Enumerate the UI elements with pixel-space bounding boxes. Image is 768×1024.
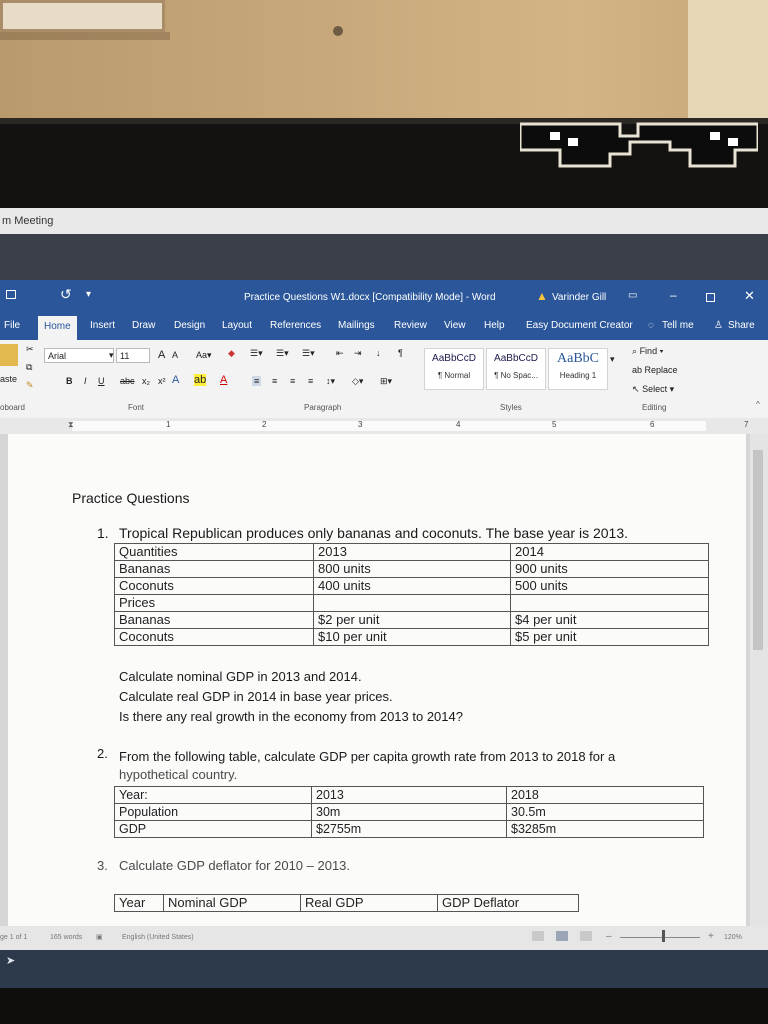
tab-draw[interactable]: Draw xyxy=(132,320,156,331)
table-row xyxy=(115,612,709,629)
tab-view[interactable]: View xyxy=(444,320,466,331)
text-effects-icon[interactable]: A xyxy=(172,374,180,386)
replace-icon: ab xyxy=(632,365,643,375)
format-painter-icon[interactable]: ✎ xyxy=(26,380,34,390)
table-cell: $2 per unit xyxy=(314,612,511,629)
q2-number: 2. xyxy=(97,746,108,761)
table-cell: 400 units xyxy=(314,578,511,595)
font-group-label: Font xyxy=(128,403,145,412)
shrink-font-icon[interactable]: A xyxy=(172,350,179,360)
table-cell: 900 units xyxy=(511,561,709,578)
select-button[interactable]: ↖ Select ▾ xyxy=(632,384,675,394)
decrease-indent-icon[interactable]: ⇤ xyxy=(336,348,344,358)
zoom-out-icon[interactable]: – xyxy=(606,931,612,942)
table-cell: GDP xyxy=(115,821,312,838)
table-cell xyxy=(511,595,709,612)
copy-icon[interactable]: ⧉ xyxy=(26,362,33,372)
q2-text-line1: From the following table, calculate GDP per capita growth rate from 2013 to 2018 for a xyxy=(119,749,616,764)
table-cell: Coconuts xyxy=(115,629,314,646)
page-count[interactable]: ge 1 of 1 xyxy=(0,934,28,941)
table-cell: 2013 xyxy=(312,787,507,804)
document-title: Practice Questions W1.docx [Compatibility Mode] - Word xyxy=(244,292,496,303)
select-label: Select xyxy=(642,384,668,394)
table-cell: $4 per unit xyxy=(511,612,709,629)
zoom-level[interactable]: 120% xyxy=(724,934,742,941)
clipboard-group-label: oboard xyxy=(0,403,25,412)
table-cell: $5 per unit xyxy=(511,629,709,646)
cut-icon[interactable]: ✂ xyxy=(26,344,34,354)
tab-help[interactable]: Help xyxy=(484,320,505,331)
proofing-icon[interactable]: ▣ xyxy=(96,934,103,941)
line-spacing-icon[interactable]: ↕▾ xyxy=(326,376,336,386)
read-mode-icon[interactable] xyxy=(532,931,544,941)
q3-table xyxy=(114,894,579,912)
style-heading-1-preview: AaBbC xyxy=(557,351,599,366)
close-icon[interactable]: ✕ xyxy=(744,288,755,303)
subscript-icon[interactable]: x₂ xyxy=(142,376,150,386)
bold-icon[interactable]: B xyxy=(66,376,73,386)
minimize-icon[interactable]: – xyxy=(670,288,677,302)
collapse-ribbon-icon[interactable]: ^ xyxy=(756,400,760,409)
table-cell: Bananas xyxy=(115,612,314,629)
print-layout-icon[interactable] xyxy=(556,931,568,941)
table-cell: Year xyxy=(115,895,164,912)
find-label: Find xyxy=(639,346,658,356)
q3-number: 3. xyxy=(97,858,108,873)
italic-icon[interactable]: I xyxy=(84,376,87,386)
table-row xyxy=(115,561,709,578)
select-icon: ↖ xyxy=(632,384,640,394)
table-cell: Year: xyxy=(115,787,312,804)
numbering-icon[interactable]: ☰▾ xyxy=(276,348,289,358)
style-no-spacing-preview: AaBbCcD xyxy=(494,353,538,364)
style-no-spacing-label: ¶ No Spac... xyxy=(494,371,538,380)
user-name[interactable]: Varinder Gill xyxy=(552,292,607,303)
web-layout-icon[interactable] xyxy=(580,931,592,941)
style-no-spacing[interactable] xyxy=(486,348,546,390)
table-cell: $10 per unit xyxy=(314,629,511,646)
zoom-in-icon[interactable]: + xyxy=(708,931,714,942)
ruler-mark: 6 xyxy=(650,420,655,429)
frame-shadow xyxy=(0,32,170,40)
ruler-mark: 4 xyxy=(456,420,461,429)
font-color-icon[interactable]: A xyxy=(220,374,228,386)
window-gap xyxy=(0,234,768,280)
find-icon: ⌕ xyxy=(632,346,638,356)
q2-text-line2: hypothetical country. xyxy=(119,767,238,782)
q1-table xyxy=(114,543,709,646)
q1-task: Calculate nominal GDP in 2013 and 2014. xyxy=(119,669,362,684)
tab-layout[interactable]: Layout xyxy=(222,320,253,331)
undo-icon[interactable]: ↺ xyxy=(60,286,72,302)
language-status[interactable]: English (United States) xyxy=(122,934,194,941)
superscript-icon[interactable]: x² xyxy=(158,376,166,386)
table-cell: Bananas xyxy=(115,561,314,578)
table-row xyxy=(115,595,709,612)
style-heading-1[interactable] xyxy=(548,348,608,390)
paragraph-group-label: Paragraph xyxy=(304,403,342,412)
word-title-bar xyxy=(0,280,768,314)
share-button[interactable]: Share xyxy=(728,320,755,331)
lightbulb-icon: ◌ xyxy=(648,320,654,331)
q1-task: Is there any real growth in the economy from 2013 to 2014? xyxy=(119,709,463,724)
styles-more-icon[interactable]: ▾ xyxy=(610,354,615,364)
taskbar xyxy=(0,950,768,990)
tab-file[interactable]: File xyxy=(4,320,21,331)
quick-access-dropdown-icon[interactable]: ▾ xyxy=(86,289,92,300)
strikethrough-icon[interactable]: abc xyxy=(120,376,135,386)
multilevel-list-icon[interactable]: ☰▾ xyxy=(302,348,315,358)
change-case-icon[interactable]: Aa▾ xyxy=(196,350,212,360)
q1-task: Calculate real GDP in 2014 in base year prices. xyxy=(119,689,393,704)
table-cell: Real GDP xyxy=(301,895,438,912)
table-cell: Population xyxy=(115,804,312,821)
table-cell: GDP Deflator xyxy=(438,895,579,912)
table-row xyxy=(115,804,704,821)
ribbon-display-icon[interactable]: ▭ xyxy=(628,290,638,301)
clear-formatting-icon[interactable]: ◆ xyxy=(228,348,235,358)
table-cell: Nominal GDP xyxy=(164,895,301,912)
q3-text: Calculate GDP deflator for 2010 – 2013. xyxy=(119,858,351,873)
style-normal-label: ¶ Normal xyxy=(437,371,471,380)
table-cell: Prices xyxy=(115,595,314,612)
ruler-mark: 7 xyxy=(744,420,749,429)
table-cell: Quantities xyxy=(115,544,314,561)
table-cell: 2013 xyxy=(314,544,511,561)
align-center-icon[interactable]: ≡ xyxy=(272,376,278,386)
door-frame xyxy=(688,0,768,120)
table-row xyxy=(115,578,709,595)
font-size-input[interactable] xyxy=(116,348,150,363)
grow-font-icon[interactable]: A xyxy=(158,349,166,361)
table-cell xyxy=(314,595,511,612)
styles-group-label: Styles xyxy=(500,403,522,412)
table-cell: 30.5m xyxy=(507,804,704,821)
find-button[interactable]: ⌕ Find ▾ xyxy=(632,346,664,356)
table-cell: Coconuts xyxy=(115,578,314,595)
underline-icon[interactable]: U xyxy=(98,376,105,386)
table-row xyxy=(115,787,704,804)
person-icon: ♙ xyxy=(714,320,723,331)
mouse-cursor-icon: ➤ xyxy=(6,955,16,967)
table-cell: 2018 xyxy=(507,787,704,804)
ribbon-tabs xyxy=(0,314,768,340)
sort-icon[interactable]: ↓ xyxy=(376,348,381,358)
zoom-slider[interactable] xyxy=(620,937,700,938)
clipboard-icon[interactable] xyxy=(0,344,18,366)
tab-mailings[interactable]: Mailings xyxy=(338,320,375,331)
ruler-mark: 5 xyxy=(552,420,557,429)
table-cell: 500 units xyxy=(511,578,709,595)
highlight-icon[interactable]: ab xyxy=(194,374,207,386)
scrollbar-thumb[interactable] xyxy=(753,450,763,650)
paste-button[interactable]: aste xyxy=(0,374,18,384)
font-name-input[interactable] xyxy=(44,348,114,363)
table-cell: $2755m xyxy=(312,821,507,838)
ruler-mark: 2 xyxy=(262,420,267,429)
bullets-icon[interactable]: ☰▾ xyxy=(250,348,263,358)
shading-icon[interactable]: ◇▾ xyxy=(352,376,364,386)
font-dropdown-icon[interactable]: ▾ xyxy=(109,350,114,360)
meeting-bar-text: m Meeting xyxy=(2,215,54,227)
replace-label: Replace xyxy=(644,365,678,375)
table-cell: 30m xyxy=(312,804,507,821)
tab-review[interactable]: Review xyxy=(394,320,427,331)
meeting-window-bar xyxy=(0,208,768,234)
align-left-icon[interactable]: ≡ xyxy=(254,376,260,386)
status-bar xyxy=(0,926,768,950)
tab-insert[interactable]: Insert xyxy=(90,320,116,331)
table-cell: 2014 xyxy=(511,544,709,561)
q2-table xyxy=(114,786,704,838)
justify-icon[interactable]: ≡ xyxy=(308,376,314,386)
font-size-value: 11 xyxy=(120,351,130,361)
maximize-icon[interactable] xyxy=(706,293,715,302)
replace-button[interactable] xyxy=(632,365,678,375)
warning-icon: ▲ xyxy=(536,289,548,303)
table-cell: $3285m xyxy=(507,821,704,838)
pilcrow-icon[interactable]: ¶ xyxy=(398,348,403,358)
ruler-mark: 1 xyxy=(166,420,171,429)
tab-easy-document-creator[interactable]: Easy Document Creator xyxy=(526,320,633,331)
table-cell: 800 units xyxy=(314,561,511,578)
increase-indent-icon[interactable]: ⇥ xyxy=(354,348,362,358)
laptop-bottom-bezel xyxy=(0,988,768,1024)
tab-design[interactable]: Design xyxy=(174,320,206,331)
table-row xyxy=(115,629,709,646)
word-count[interactable]: 165 words xyxy=(50,934,83,941)
wall-hook xyxy=(333,26,343,36)
borders-icon[interactable]: ⊞▾ xyxy=(380,376,393,386)
font-name-value: Arial xyxy=(48,351,67,361)
q1-text: Tropical Republican produces only bananas and coconuts. The base year is 2013. xyxy=(119,525,628,541)
document-heading: Practice Questions xyxy=(72,490,190,506)
q1-number: 1. xyxy=(97,525,109,541)
style-normal[interactable] xyxy=(424,348,484,390)
editing-group-label: Editing xyxy=(642,403,667,412)
table-row xyxy=(115,895,579,912)
ruler-mark: 3 xyxy=(358,420,363,429)
table-row xyxy=(115,821,704,838)
table-row xyxy=(115,544,709,561)
picture-frame xyxy=(0,0,165,32)
save-icon[interactable] xyxy=(6,290,16,299)
ribbon-home xyxy=(0,340,768,419)
tab-references[interactable]: References xyxy=(270,320,322,331)
style-normal-preview: AaBbCcD xyxy=(432,353,476,364)
indent-marker-icon[interactable]: ⧗ xyxy=(68,420,74,429)
pixel-sunglasses-sticker-icon xyxy=(520,120,758,172)
tell-me-search[interactable]: Tell me xyxy=(662,320,694,331)
align-right-icon[interactable]: ≡ xyxy=(290,376,296,386)
style-heading-1-label: Heading 1 xyxy=(559,371,597,380)
zoom-slider-thumb[interactable] xyxy=(662,930,665,942)
tab-home[interactable]: Home xyxy=(38,316,77,340)
